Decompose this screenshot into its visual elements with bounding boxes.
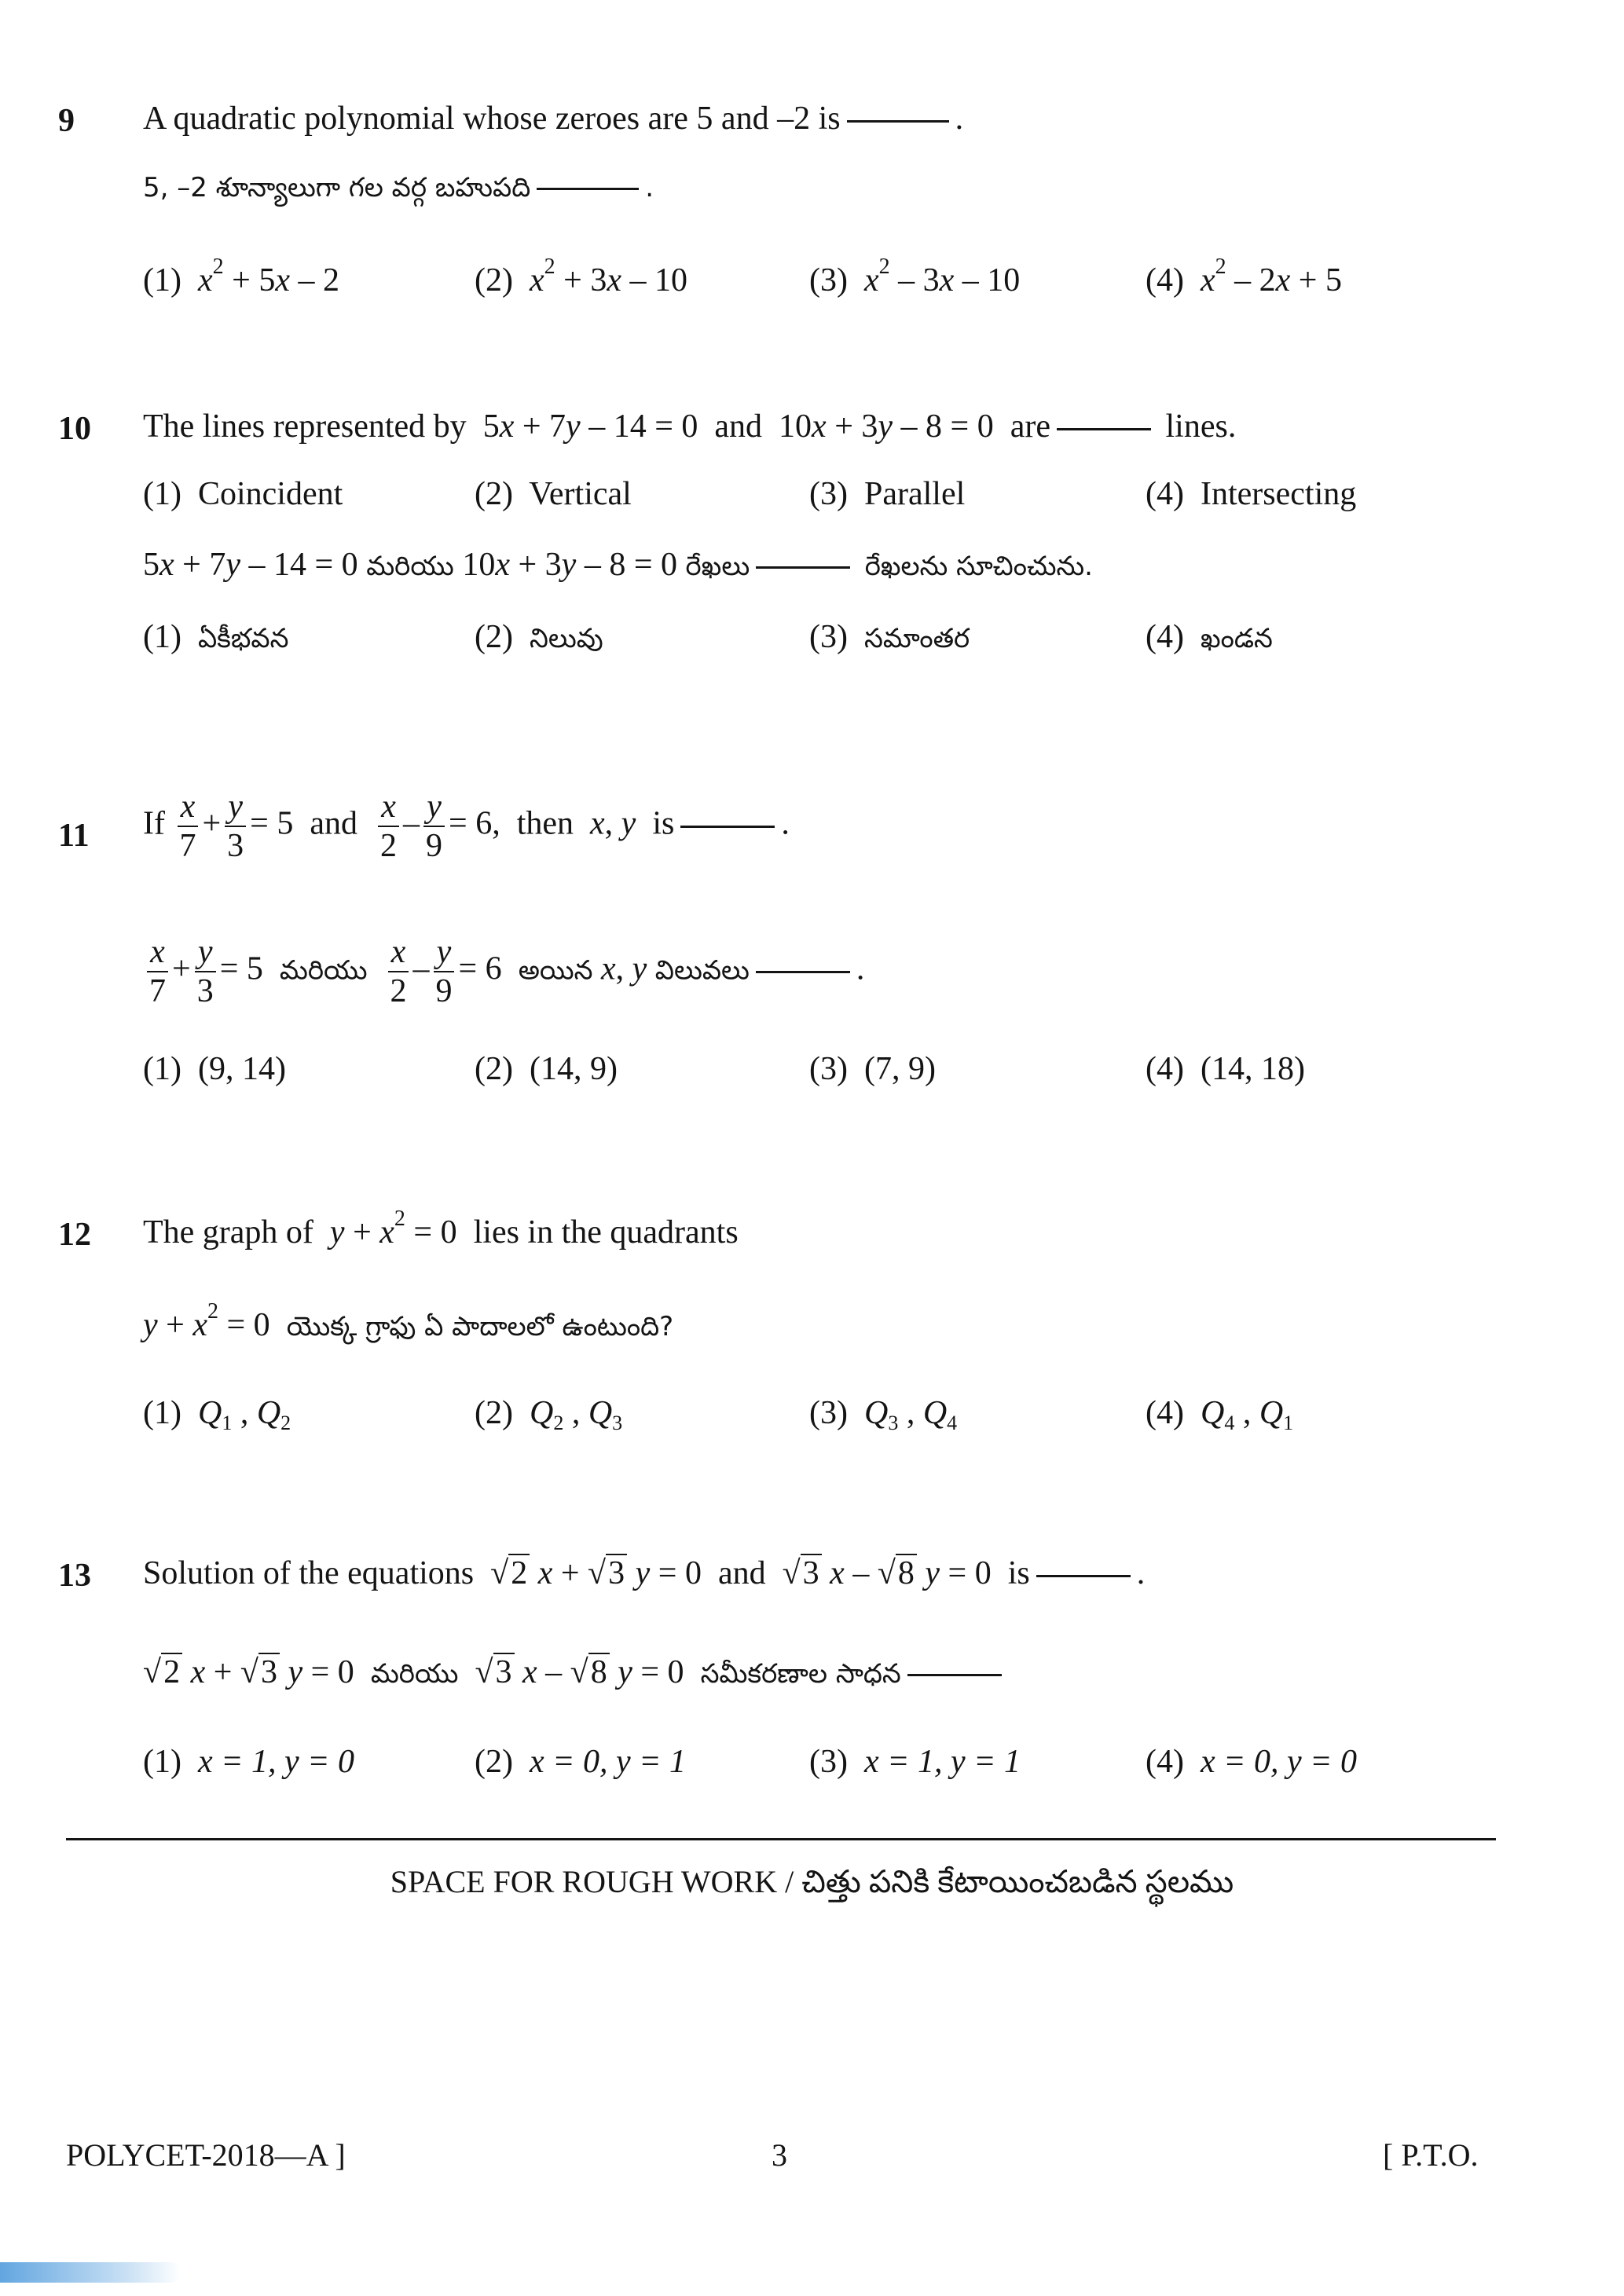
scan-mark	[0, 2262, 181, 2283]
question-text-te: 5x + 7y – 14 = 0 మరియు 10x + 3y – 8 = 0 రేఖలు రేఖలను సూచించును.	[143, 547, 1093, 583]
option-4[interactable]: (4) $x^2 - 2x + 5$	[1146, 255, 1342, 298]
question-text-en: The lines represented by 5x + 7y – 14 = 0 and 10x + 3y – 8 = 0 are lines.	[143, 408, 1237, 445]
footer-pto: [ P.T.O.	[1383, 2137, 1479, 2173]
option-4-en[interactable]: (4) Intersecting	[1146, 476, 1357, 512]
option-3[interactable]: (3) $Q_3$ , $Q_4$	[809, 1395, 958, 1434]
option-3-en[interactable]: (3) Parallel	[809, 476, 966, 512]
option-3-te[interactable]: (3) సమాంతర	[809, 619, 970, 655]
question-number: 11	[58, 818, 90, 854]
question-number: 10	[58, 411, 91, 447]
rough-work-heading: SPACE FOR ROUGH WORK / చిత్తు పనికి కేటాయించబడిన స్థలము	[390, 1864, 1234, 1899]
option-2-en[interactable]: (2) Vertical	[475, 476, 632, 512]
option-4[interactable]: (4) (14, 18)	[1146, 1051, 1305, 1087]
option-1[interactable]: (1) x = 1, y = 0	[143, 1744, 354, 1780]
section-divider	[66, 1838, 1496, 1840]
option-4[interactable]: (4) x = 0, y = 0	[1146, 1744, 1357, 1780]
footer-page-number: 3	[772, 2137, 787, 2173]
question-text-en: If $\frac{x}{7}$ + $\frac{y}{3}$ = 5 and $\frac{x}{2}$ – $\frac{y}{9}$ = 6, then x, y is .	[143, 789, 790, 865]
option-2[interactable]: (2) $Q_2$ , $Q_3$	[475, 1395, 623, 1434]
question-text-te: 5, –2 శూన్యాలుగా గల వర్గ బహుపది .	[143, 172, 654, 203]
question-text-te: $\frac{x}{7}$ + $\frac{y}{3}$ = 5 మరియు $\frac{x}{2}$ – $\frac{y}{9}$ = 6 అయిన x, y విలువలు .	[143, 935, 864, 1009]
option-2[interactable]: (2) x = 0, y = 1	[475, 1744, 686, 1780]
question-text-en: A quadratic polynomial whose zeroes are 5 and –2 is .	[143, 101, 964, 137]
option-1-en[interactable]: (1) Coincident	[143, 476, 343, 512]
option-1-te[interactable]: (1) ఏకీభవన	[143, 619, 289, 655]
option-2[interactable]: (2) (14, 9)	[475, 1051, 618, 1087]
footer-exam-code: POLYCET-2018—A ]	[66, 2137, 346, 2173]
option-4-te[interactable]: (4) ఖండన	[1146, 619, 1273, 655]
question-text-te: $y + x^2 = 0$ యొక్క గ్రాఫు ఏ పాదాలలో ఉంటుంది?	[143, 1299, 674, 1343]
option-1[interactable]: (1) $Q_1$ , $Q_2$	[143, 1395, 291, 1434]
question-text-en: The graph of $y + x^2 = 0$ lies in the quadrants	[143, 1207, 739, 1251]
question-text-te: √2 x + √3 y = 0 మరియు √3 x – √8 y = 0 సమీకరణాల సాధన	[143, 1656, 1008, 1689]
question-number: 9	[58, 103, 75, 139]
option-2[interactable]: (2) $x^2 + 3x - 10$	[475, 255, 687, 298]
question-number: 13	[58, 1558, 91, 1594]
option-3[interactable]: (3) (7, 9)	[809, 1051, 936, 1087]
option-3[interactable]: (3) x = 1, y = 1	[809, 1744, 1021, 1780]
option-1[interactable]: (1) (9, 14)	[143, 1051, 286, 1087]
option-1[interactable]: (1) $x^2 + 5x - 2$	[143, 255, 339, 298]
option-4[interactable]: (4) $Q_4$ , $Q_1$	[1146, 1395, 1294, 1434]
option-3[interactable]: (3) $x^2 - 3x - 10$	[809, 255, 1021, 298]
question-number: 12	[58, 1217, 91, 1253]
option-2-te[interactable]: (2) నిలువు	[475, 619, 603, 655]
question-text-en: Solution of the equations √2 x + √3 y = 0 and √3 x – √8 y = 0 is .	[143, 1555, 1146, 1591]
